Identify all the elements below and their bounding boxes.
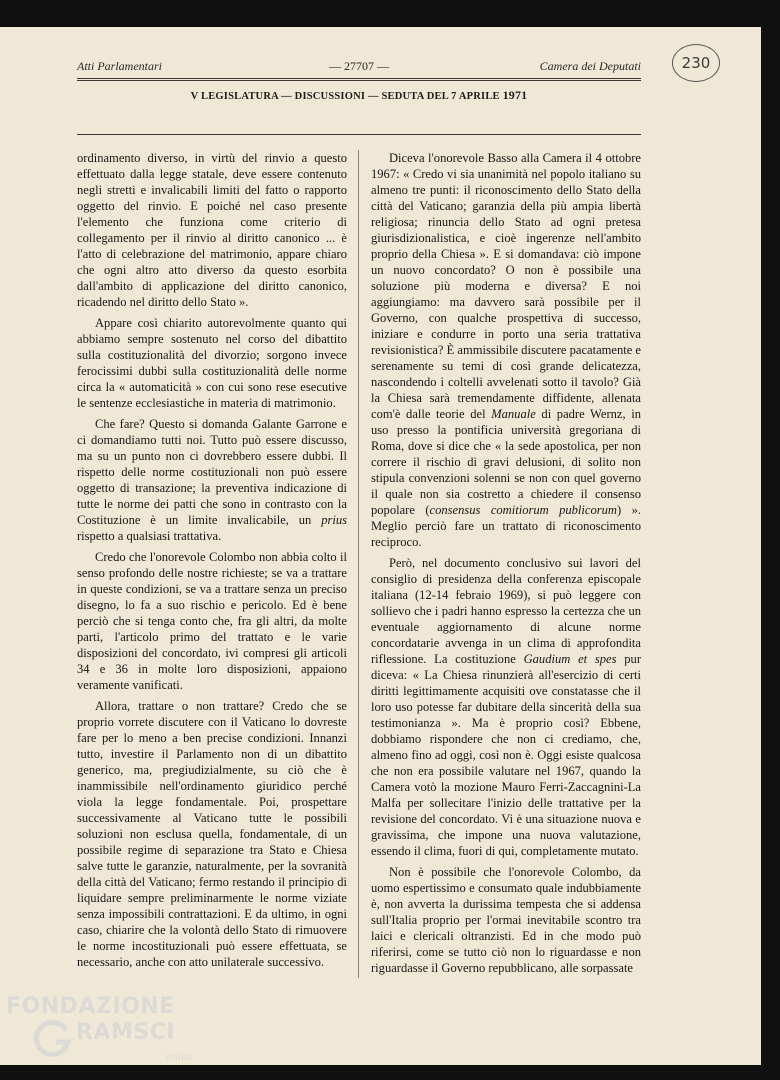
left-paragraph-3 xyxy=(77,416,347,544)
header-rule-top xyxy=(77,78,641,79)
watermark-line-1: FONDAZIONE xyxy=(6,994,175,1019)
page-header xyxy=(77,59,641,77)
header-left-title: Atti Parlamentari xyxy=(77,59,162,73)
right-p2-text-b: pur diceva: « La Chiesa rinunzierà all'esercizio di certi diritti legittimamente acquisiti ove constatasse che il loro uso potesse far dubitare della sincerità della sua testimonianza ». Ma è proprio così? Ebbene, dobbiamo rispondere che non ci crediamo, che, almeno fino ad oggi, così non è. Oggi esiste qualcosa che non era possibile valutare nel 1967, quando la Camera votò la mozione Mauro Ferri-Zaccagnini-La Malfa per sollecitare l'inizio delle trattative per la revisione del concordato. Vi è una situazione nuova e gravissima, che impone una nuova valutazione, essendo il clima, fuori di qui, completamente mutato. xyxy=(371,652,642,858)
left-p3-text-a: Che fare? Questo si domanda Galante Garrone e ci domandiamo tutti noi. Tutto può essere discusso, ma su un punto non ci dovrebbero essere dubbi. Il rispetto delle norme costituzionali non può essere oggetto di transazione; la preventiva indicazione di tutte le norme dei patti che sono in contrasto con la Costituzione è un limite invalicabile, un xyxy=(77,417,347,527)
foundation-watermark xyxy=(6,994,193,1063)
right-p1-text-b: di padre Wernz, in uso presso la pontificia università gregoriana di Roma, dove si dice che « la sede apostolica, per non correre il rischio di gravi delusioni, di solito non stipula convenzioni solenni se non con quel governo il quale non sia costretto a chiedere il consenso popolare ( xyxy=(371,407,641,517)
right-column xyxy=(371,150,641,981)
right-p2-italic: Gaudium et spes xyxy=(523,652,617,666)
right-p1-italic-1: Manuale xyxy=(491,407,536,421)
right-paragraph-3: Non è possibile che l'onorevole Colombo, da uomo espertissimo e consumato quale indubbiamente è, non avverta la durissima tempesta che si addensa sull'Italia proprio per l'ormai inevitabile scontro tra laici e clericali oltranzisti. Ed in che modo può riferirsi, come se tutto ciò non lo riguardasse e non riguardasse il Governo repubblicano, alle sorpassate xyxy=(371,865,641,975)
left-paragraph-2: Appare così chiarito autorevolmente quanto qui abbiamo sempre sostenuto nel corso del dibattito sulla costituzionalità del divorzio; sorgono invece ferocissimi dubbi sulla costituzionalità delle norme circa la « automaticità » con cui sono rese esecutive le sentenze ecclesiastiche in materia di matrimonio. xyxy=(77,316,347,410)
subheader-rule xyxy=(77,134,641,135)
watermark-suffix: onlus xyxy=(166,1053,193,1063)
left-p3-italic: prius xyxy=(321,513,347,527)
session-subheader xyxy=(77,88,641,103)
right-paragraph-1 xyxy=(371,150,641,550)
left-paragraph-4: Credo che l'onorevole Colombo non abbia colto il senso profondo delle nostre richieste; se va a trattare in queste condizioni, se va a trattare senza un preciso disegno, lo fa a suo rischio e pericolo. Ed è bene perciò che si tenga conto che, fra gli altri, da molte parti, l'articolo primo del trattato e le varie disposizioni del concordato, ivi compresi gli articoli 34 e 36 in molte loro disposizioni, appaiono veramente vanificati. xyxy=(77,550,347,692)
watermark-line-2: RAMSCI xyxy=(76,1020,176,1045)
session-label: V LEGISLATURA — DISCUSSIONI — SEDUTA DEL 7 APRILE xyxy=(190,91,500,102)
header-right-title: Camera dei Deputati xyxy=(539,59,641,73)
header-page-number: — 27707 — xyxy=(329,59,389,73)
left-paragraph-5: Allora, trattare o non trattare? Credo che se proprio vorrete discutere con il Vaticano lo dovreste fare per lo meno a ben precise condizioni. Innanzi tutto, investire il Parlamento non di un dibattito generico, ma, pregiudizialmente, su ciò che è inammissibile nell'ordinamento giuridico perché viola la legge fondamentale. Poi, prospettare successivamente al Vaticano tutte le possibili soluzioni non esclusa quella, fondamentale, di un possibile regime di separazione tra Stato e Chiesa salve tutte le garanzie, naturalmente, per la sovranità della città del Vaticano; fermo restando il principio di liquidare sempre preliminarmente le norme viziate senza impossibili contrattazioni. E da ultimo, in ogni caso, chiarire che la volontà dello Stato di rimuovere le norme incostituzionali può essere effettuata, se necessario, anche con atto unilaterale successivo. xyxy=(77,699,347,969)
archive-page-stamp: 230 xyxy=(672,44,720,82)
left-column xyxy=(77,150,347,975)
right-p2-text-a: Però, nel documento conclusivo sui lavori del consiglio di presidenza della conferenza episcopale italiana (12-14 febraio 1969), si può leggere con sollievo che i padri hanno espresso la certezza che un eventuale aggiornamento di alcune norme concordatarie avvenga in un clima di approfondita riflessione. La costituzione xyxy=(371,556,641,666)
watermark-g-logo-icon xyxy=(34,1018,74,1058)
right-p1-text-a: Diceva l'onorevole Basso alla Camera il 4 ottobre 1967: « Credo vi sia unanimità nel popolo italiano su almeno tre punti: il riconoscimento dello Stato della città del Vaticano; garanzia della più ampia libertà religiosa; rinuncia dello Stato ad ogni pretesa giurisdizionalistica, e cioè ingerenze nell'ambito proprio della Chiesa ». E si domandava: ciò impone un nuovo concordato? O non è possibile una soluzione più moderna e diversa? E noi aggiungiamo: ma davvero sarà possibile per il Governo, con qualche prospettiva di successo, iniziare e condurre in porto una seria trattativa revisionistica? È ammissibile discutere pacatamente e serenamente su temi di così grande delicatezza, nascondendo i coltelli avvelenati sotto il tavolo? Già la Chiesa sarà tremendamente diffidente, allenata com'è dalle teorie del xyxy=(371,151,642,421)
right-p1-text-c: ) ». Meglio perciò fare un trattato di riconoscimento reciproco. xyxy=(371,503,641,549)
right-p1-italic-2: consensus comitiorum publicorum xyxy=(429,503,617,517)
right-paragraph-2 xyxy=(371,555,641,859)
left-paragraph-1: ordinamento diverso, in virtù del rinvio a questo effettuato dalla legge statale, deve essere contenuto negli stretti e invalicabili limiti del fatto o rapporto oggetto del rinvio. E poiché nel caso presente l'elemento che funziona come criterio di collegamento per il rinvio al diritto canonico ... è l'atto di celebrazione del matrimonio, appare chiaro che ogni altro atto diverso da questo esorbita dall'ambito di applicazione del diritto canonico, ricadendo nel diritto dello Stato ». xyxy=(77,151,347,309)
left-p3-text-b: rispetto a qualsiasi trattativa. xyxy=(77,529,222,543)
header-rule-double xyxy=(77,80,641,81)
column-divider xyxy=(358,150,359,978)
session-year: 1971 xyxy=(502,88,528,102)
